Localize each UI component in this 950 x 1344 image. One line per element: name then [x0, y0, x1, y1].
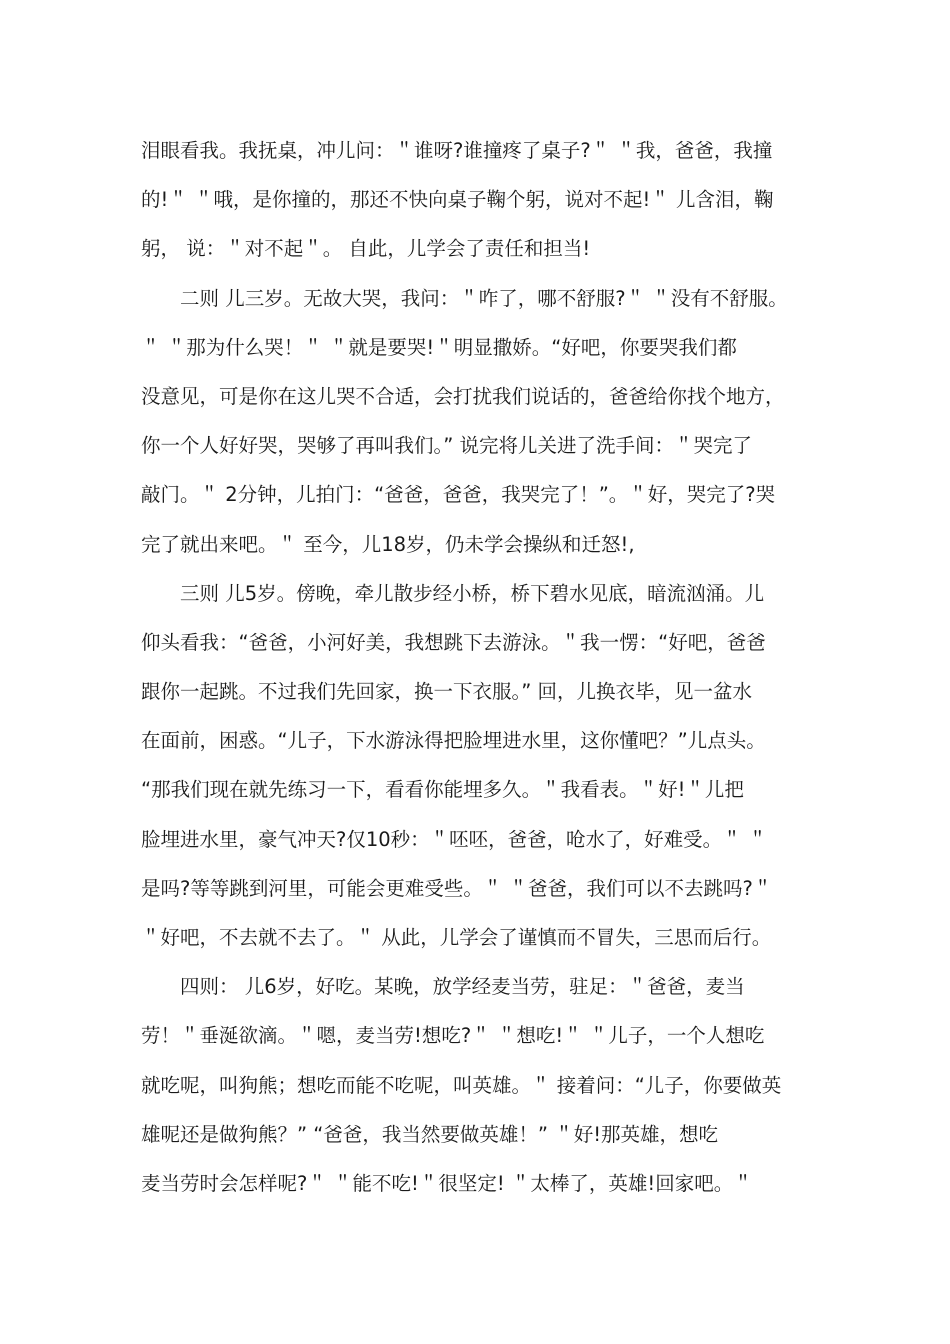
text-line: ＂好吧，不去就不去了。＂ 从此，儿学会了谨慎而不冒失，三思而后行。 [141, 926, 772, 949]
text-line: ＂ ＂那为什么哭！＂ ＂就是要哭!＂明显撒娇。“好吧，你要哭我们都 [141, 335, 737, 359]
text-line: 泪眼看我。我抚桌，冲儿问：＂谁呀?谁撞疼了桌子?＂ ＂我，爸爸，我撞 [141, 139, 773, 162]
text-line: 没意见，可是你在这儿哭不合适，会打扰我们说话的，爸爸给你找个地方， [141, 384, 785, 408]
text-line: 在面前，困惑。“儿子，下水游泳得把脸埋进水里，这你懂吧？”儿点头。 [141, 729, 766, 753]
text-line: “那我们现在就先练习一下，看看你能埋多久。＂我看表。＂好!＂儿把 [141, 778, 744, 802]
text-line: 仰头看我：“爸爸，小河好美，我想跳下去游泳。＂我一愣：“好吧，爸爸 [141, 630, 766, 654]
text-line: 完了就出来吧。＂ 至今，儿18岁，仍未学会操纵和迁怒!, [141, 532, 635, 556]
text-line: 三则 儿5岁。傍晚，牵儿散步经小桥，桥下碧水见底，暗流汹涌。儿 [141, 581, 765, 605]
text-line: 二则 儿三岁。无故大哭，我问：＂咋了，哪不舒服?＂ ＂没有不舒服。 [141, 286, 788, 310]
text-line: 敲门。＂ 2分钟，儿拍门：“爸爸，爸爸，我哭完了！”。＂好，哭完了?哭 [141, 483, 776, 507]
text-line: 的!＂ ＂哦，是你撞的，那还不快向桌子鞠个躬，说对不起!＂ 儿含泪，鞠 [141, 188, 774, 212]
text-line: 劳！＂垂涎欲滴。＂嗯，麦当劳!想吃?＂ ＂想吃!＂ ＂儿子，一个人想吃 [141, 1024, 765, 1048]
body-text [141, 126, 831, 1208]
text-line: 就吃呢，叫狗熊；想吃而能不吃呢，叫英雄。＂ 接着问：“儿子，你要做英 [141, 1073, 782, 1097]
text-line: 躬， 说：＂对不起＂。 自此，儿学会了责任和担当! [141, 237, 591, 261]
text-line: 你一个人好好哭，哭够了再叫我们。” 说完将儿关进了洗手间：＂哭完了 [141, 434, 753, 458]
text-line: 四则： 儿6岁，好吃。某晚，放学经麦当劳，驻足：＂爸爸，麦当 [141, 975, 745, 999]
text-line: 脸埋进水里，豪气冲天?仅10秒：＂呸呸，爸爸，呛水了，好难受。＂ ＂ [141, 827, 768, 851]
text-line: 是吗?等等跳到河里，可能会更难受些。＂ ＂爸爸，我们可以不去跳吗?＂ [141, 876, 773, 900]
text-line: 雄呢还是做狗熊？” “爸爸，我当然要做英雄！” ＂好!那英雄，想吃 [141, 1122, 719, 1146]
text-line: 跟你一起跳。不过我们先回家，换一下衣服。” 回，儿换衣毕，见一盆水 [141, 680, 753, 704]
text-line: 麦当劳时会怎样呢?＂ ＂能不吃!＂很坚定! ＂太棒了，英雄!回家吧。＂ [141, 1171, 753, 1195]
